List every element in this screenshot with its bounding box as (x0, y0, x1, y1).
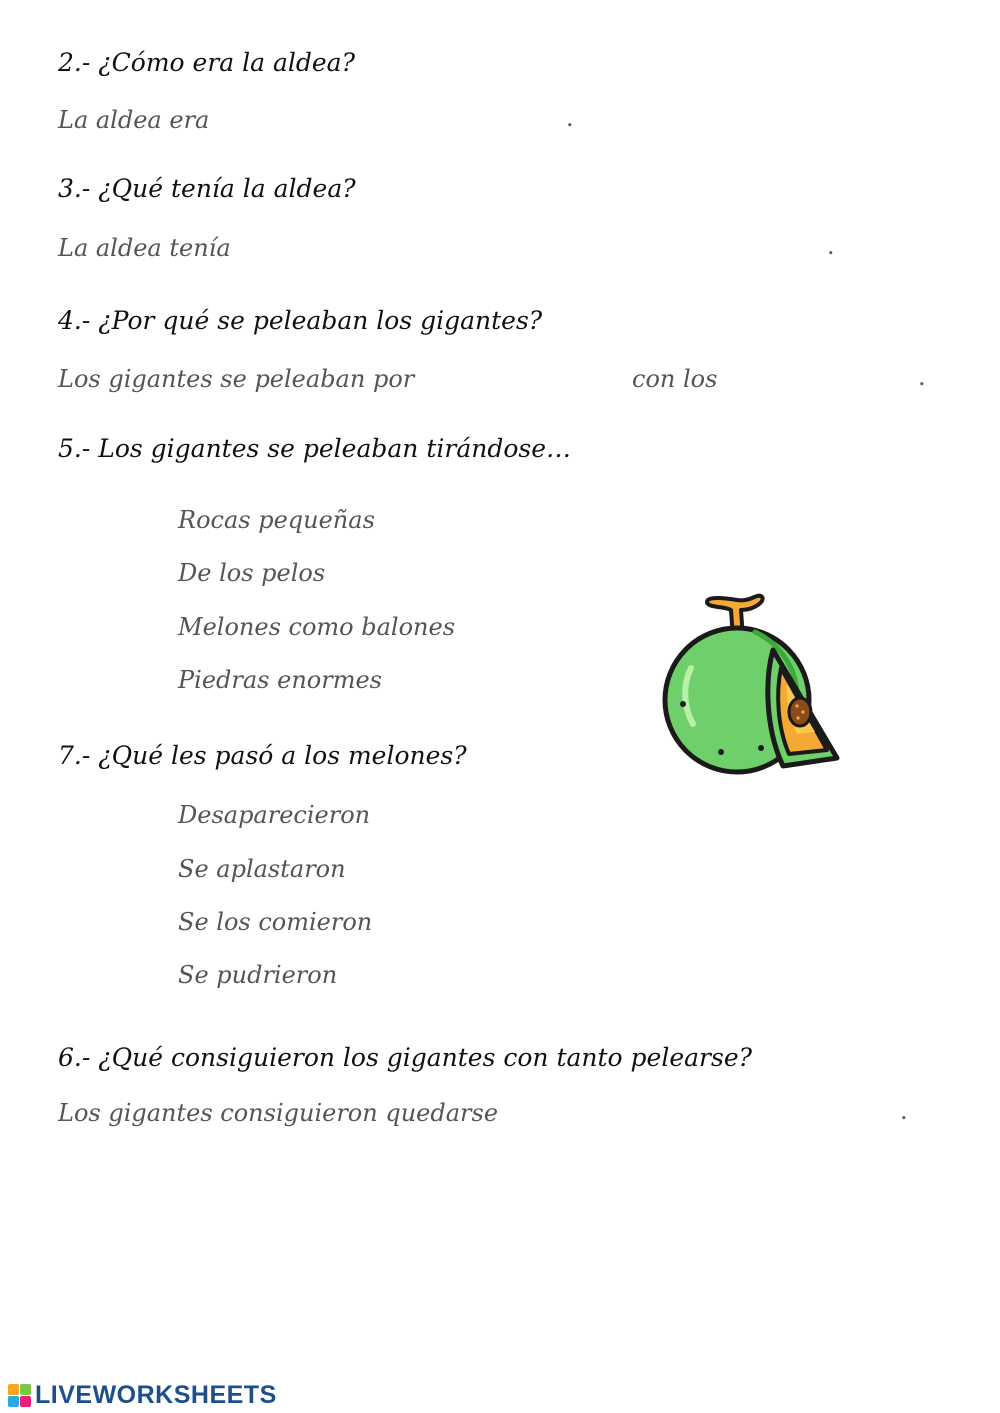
answer-2-period: . (566, 104, 574, 132)
answer-4-input-others[interactable] (745, 363, 919, 399)
liveworksheets-logo-icon (8, 1384, 31, 1407)
answer-4-period: . (918, 363, 926, 391)
q5-option-4[interactable]: Piedras enormes (178, 666, 382, 694)
question-5: 5.- Los gigantes se peleaban tirándose… (58, 434, 572, 463)
answer-4-prefix: Los gigantes se peleaban por (58, 365, 415, 393)
q5-option-1[interactable]: Rocas pequeñas (178, 506, 375, 534)
answer-6-prefix: Los gigantes consiguieron quedarse (58, 1099, 499, 1127)
q5-option-2[interactable]: De los pelos (178, 559, 326, 587)
q7-option-4[interactable]: Se pudrieron (178, 961, 338, 989)
question-2: 2.- ¿Cómo era la aldea? (58, 48, 355, 77)
q5-option-3[interactable]: Melones como balones (178, 613, 456, 641)
answer-3-period: . (827, 232, 835, 260)
q7-option-1[interactable]: Desaparecieron (178, 801, 371, 829)
logo-text: LIVEWORKSHEETS (35, 1380, 277, 1409)
question-4: 4.- ¿Por qué se peleaban los gigantes? (58, 306, 543, 335)
question-7: 7.- ¿Qué les pasó a los melones? (58, 741, 467, 770)
answer-6-period: . (900, 1097, 908, 1125)
answer-3-input[interactable] (265, 232, 824, 268)
answer-4-middle: con los (632, 365, 718, 393)
q7-option-3[interactable]: Se los comieron (178, 908, 373, 936)
question-3: 3.- ¿Qué tenía la aldea? (58, 174, 356, 203)
answer-6-input[interactable] (530, 1097, 899, 1133)
answer-2-prefix: La aldea era (58, 106, 210, 134)
answer-3-prefix: La aldea tenía (58, 234, 231, 262)
question-6: 6.- ¿Qué consiguieron los gigantes con tanto pelearse? (58, 1043, 753, 1072)
q7-option-2[interactable]: Se aplastaron (178, 855, 346, 883)
footer-logo[interactable] (8, 1380, 277, 1410)
melon-icon (655, 588, 850, 783)
answer-4-input-reason[interactable] (440, 363, 629, 399)
answer-2-input[interactable] (235, 104, 564, 140)
